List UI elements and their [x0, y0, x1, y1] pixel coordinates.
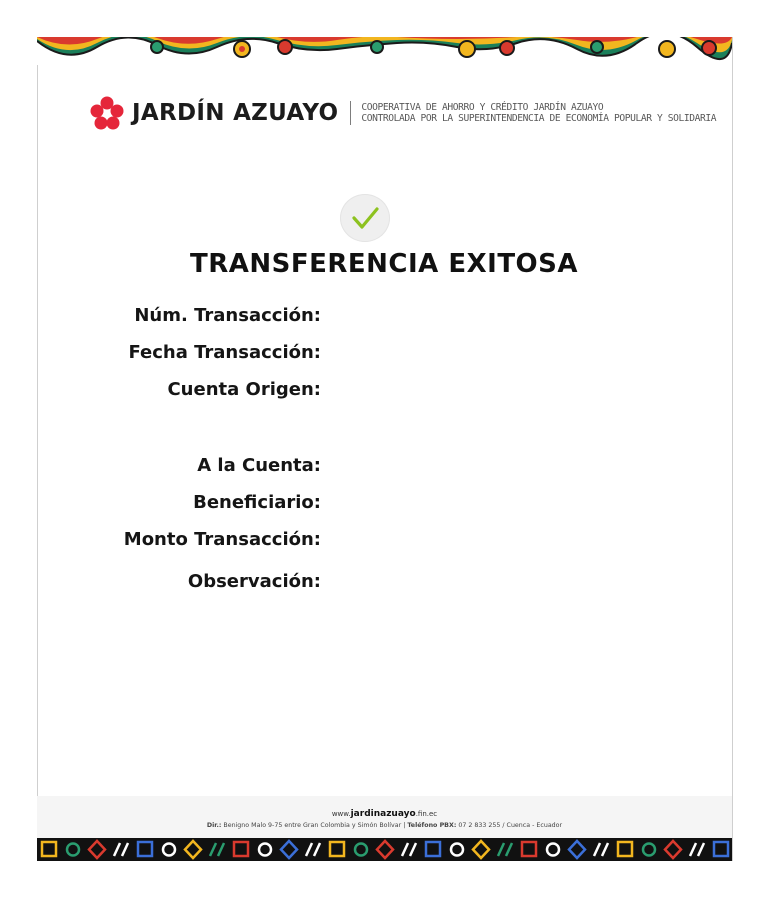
- decorative-top-border: [37, 37, 732, 65]
- brand-subtitle: [361, 102, 716, 124]
- field-label-transaction-amount: Monto Transacción:: [123, 529, 321, 550]
- checkmark-icon: [340, 194, 390, 242]
- footer-phone-text: 07 2 833 255 / Cuenca - Ecuador: [456, 822, 563, 829]
- footer-website: [37, 809, 732, 819]
- field-label-destination-account: A la Cuenta:: [197, 455, 321, 476]
- brand-subtitle-line2: CONTROLADA POR LA SUPERINTENDENCIA DE ECONOMÍA POPULAR Y SOLIDARIA: [361, 113, 717, 124]
- brand-subtitle-line1: COOPERATIVA DE AHORRO Y CRÉDITO JARDÍN AZUAYO: [361, 102, 604, 113]
- decorative-bottom-border: [37, 838, 732, 861]
- brand-header: [90, 93, 716, 133]
- footer-web-prefix: www.: [331, 810, 351, 818]
- field-label-beneficiary: Beneficiario:: [193, 492, 321, 513]
- footer-address-text: Benigno Malo 9-75 entre Gran Colombia y Simón Bolívar |: [221, 822, 408, 829]
- footer-web-domain: jardinazuayo: [350, 809, 416, 819]
- footer-address: [37, 822, 732, 829]
- footer-phone-label: Teléfono PBX:: [407, 822, 457, 829]
- footer-address-label: Dir.:: [206, 822, 222, 829]
- field-label-transaction-date: Fecha Transacción:: [128, 342, 321, 363]
- brand-name: JARDÍN AZUAYO: [132, 100, 339, 126]
- field-label-transaction-number: Núm. Transacción:: [134, 305, 321, 326]
- receipt-sheet: [37, 37, 733, 861]
- status-title: TRANSFERENCIA EXITOSA: [189, 249, 579, 279]
- footer-web-suffix: .fin.ec: [415, 810, 438, 818]
- footer: [37, 796, 732, 838]
- flower-logo-icon: [90, 96, 124, 130]
- brand-divider: [350, 101, 351, 125]
- field-label-source-account: Cuenta Origen:: [167, 379, 321, 400]
- field-label-observation: Observación:: [187, 571, 321, 592]
